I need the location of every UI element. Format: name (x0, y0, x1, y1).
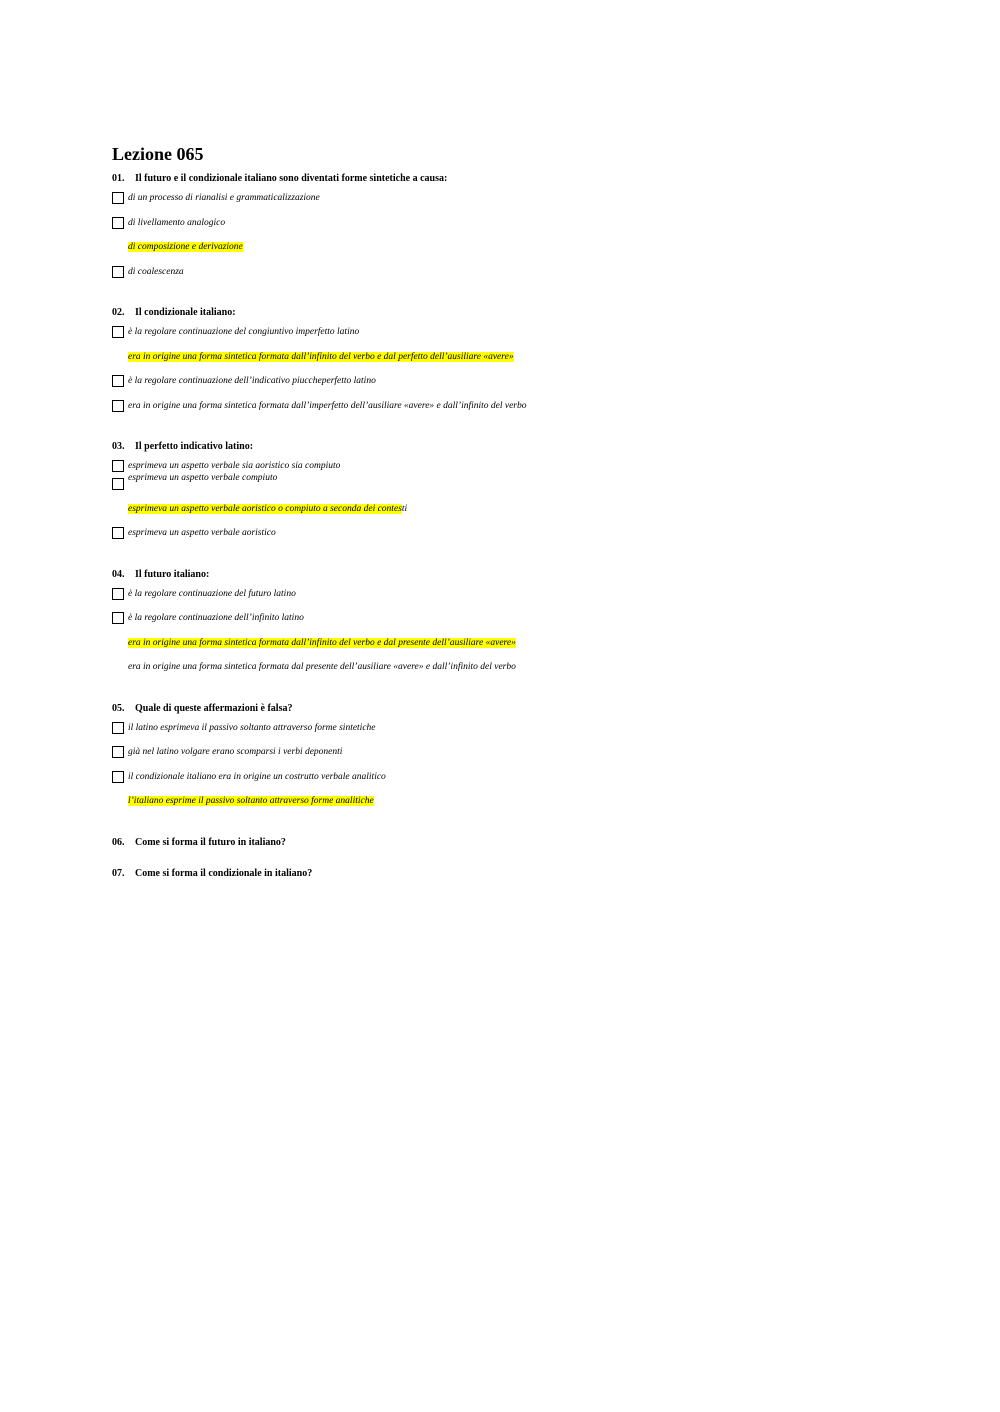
answer-option[interactable] (112, 325, 912, 350)
question-number: 02. (112, 307, 125, 318)
correct-answer-text (128, 794, 374, 808)
question-number: 04. (112, 568, 125, 580)
answer-option[interactable] (112, 399, 912, 424)
highlighted-text: esprimeva un aspetto verbale aoristico o compiuto a seconda dei contes (128, 503, 402, 514)
question-4 (112, 568, 912, 685)
option-text: il latino esprimeva il passivo soltanto attraverso forme sintetiche (128, 722, 376, 733)
question-text: Il condizionale italiano: (135, 307, 236, 318)
option-text: è la regolare continuazione dell’indicativo piuccheperfetto latino (128, 376, 376, 386)
checkbox[interactable] (112, 771, 124, 783)
answer-option (112, 240, 912, 265)
checkbox[interactable] (112, 192, 124, 204)
question-text: Il futuro e il condizionale italiano sono diventati forme sintetiche a causa: (135, 173, 448, 184)
option-text: già nel latino volgare erano scomparsi i verbi deponenti (128, 747, 343, 757)
checkbox[interactable] (112, 588, 124, 600)
option-text: esprimeva un aspetto verbale aoristico (128, 528, 276, 538)
checkbox[interactable] (112, 326, 124, 338)
checkbox[interactable] (112, 527, 124, 539)
answer-option[interactable] (112, 473, 912, 502)
question-heading (112, 172, 912, 186)
question-text: Il perfetto indicativo latino: (135, 441, 254, 452)
question-heading (112, 568, 912, 582)
question-3 (112, 440, 912, 551)
question-number: 06. (112, 836, 125, 848)
answer-option[interactable] (112, 526, 912, 551)
option-text: esprimeva un aspetto verbale sia aoristico sia compiuto (128, 461, 341, 471)
question-list (112, 172, 912, 881)
highlighted-text: l’italiano esprime il passivo soltanto attraverso forme analitiche (128, 796, 374, 806)
document-page (112, 144, 912, 898)
checkbox[interactable] (112, 746, 124, 758)
question-number: 07. (112, 867, 125, 879)
answer-option (112, 636, 912, 661)
answer-option[interactable] (112, 216, 912, 241)
question-number: 03. (112, 441, 125, 452)
answer-text (128, 325, 359, 339)
question-text: Il futuro italiano: (135, 568, 210, 580)
option-text: era in origine una forma sintetica formata dal presente dell’ausiliare «avere» e dall’infinito del verbo (128, 662, 516, 672)
highlighted-text: era in origine una forma sintetica formata dall’infinito del verbo e dal presente dell’ausiliare «avere» (128, 637, 516, 648)
option-text: è la regolare continuazione del futuro latino (128, 588, 296, 599)
question-1 (112, 172, 912, 289)
option-text: era in origine una forma sintetica formata dall’imperfetto dell’ausiliare «avere» e dall’infinito del verbo (128, 400, 527, 411)
correct-answer-text (128, 350, 514, 364)
option-text: è la regolare continuazione del congiuntivo imperfetto latino (128, 327, 360, 337)
answer-text (128, 374, 376, 388)
highlighted-text: di composizione e derivazione (128, 242, 243, 252)
question-text: Come si forma il condizionale in italiano? (135, 867, 313, 879)
answer-text (128, 587, 296, 601)
answer-text (128, 399, 527, 413)
question-6 (112, 836, 912, 850)
checkbox[interactable] (112, 217, 124, 229)
checkbox[interactable] (112, 400, 124, 412)
answer-option[interactable] (112, 745, 912, 770)
answer-text (128, 745, 342, 759)
answer-text (128, 265, 184, 279)
question-heading (112, 702, 912, 716)
question-7 (112, 867, 912, 881)
correct-answer-text (128, 636, 516, 650)
answer-option (112, 794, 912, 819)
answer-text (128, 660, 516, 674)
checkbox[interactable] (112, 722, 124, 734)
answer-text (128, 526, 276, 540)
checkbox[interactable] (112, 460, 124, 472)
answer-option[interactable] (112, 374, 912, 399)
answer-text (128, 191, 320, 205)
answer-option (112, 350, 912, 375)
option-text-tail: ti (401, 503, 408, 514)
option-text: di livellamento analogico (128, 217, 226, 228)
answer-option[interactable] (112, 611, 912, 636)
question-2 (112, 306, 912, 423)
checkbox[interactable] (112, 478, 124, 490)
question-heading (112, 836, 912, 850)
question-number: 01. (112, 173, 125, 184)
answer-option[interactable] (112, 770, 912, 795)
option-text: esprimeva un aspetto verbale compiuto (128, 473, 278, 483)
answer-text (128, 471, 277, 485)
checkbox[interactable] (112, 375, 124, 387)
answer-text (128, 770, 386, 784)
answer-text (128, 216, 225, 230)
page-title: Lezione 065 (112, 144, 204, 164)
answer-option (112, 660, 912, 685)
answer-option[interactable] (112, 587, 912, 612)
checkbox[interactable] (112, 266, 124, 278)
option-text: di coalescenza (128, 266, 184, 277)
correct-answer-text (128, 502, 407, 516)
question-number: 05. (112, 702, 125, 714)
question-5 (112, 702, 912, 819)
question-heading (112, 867, 912, 881)
answer-option[interactable] (112, 191, 912, 216)
answer-option[interactable] (112, 721, 912, 746)
answer-text (128, 721, 376, 735)
answer-text (128, 611, 304, 625)
question-text: Quale di queste affermazioni è falsa? (135, 702, 293, 714)
question-heading (112, 440, 912, 454)
question-text: Come si forma il futuro in italiano? (135, 836, 286, 848)
option-text: è la regolare continuazione dell’infinito latino (128, 613, 304, 623)
correct-answer-text (128, 240, 243, 254)
question-heading (112, 306, 912, 320)
option-text: di un processo di rianalisi e grammaticalizzazione (128, 193, 320, 203)
option-text: il condizionale italiano era in origine un costrutto verbale analitico (128, 771, 386, 782)
answer-option[interactable] (112, 265, 912, 290)
answer-option (112, 502, 912, 527)
checkbox[interactable] (112, 612, 124, 624)
highlighted-text: era in origine una forma sintetica formata dall’infinito del verbo e dal perfetto dell’ausiliare «avere» (128, 351, 514, 362)
